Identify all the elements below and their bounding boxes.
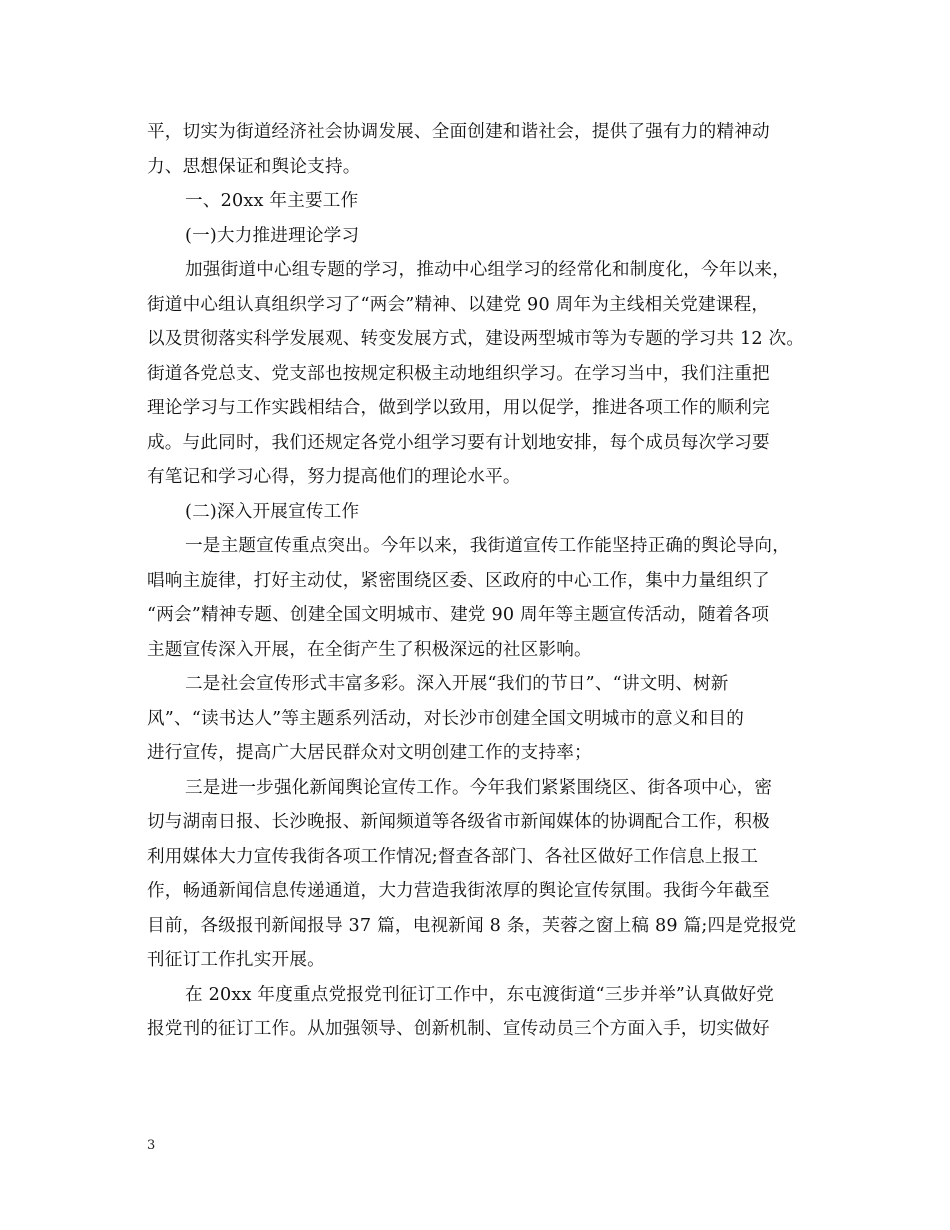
text-line: “两会”精神专题、创建全国文明城市、建党 90 周年等主题宣传活动，随着各项 — [147, 605, 770, 625]
text-line: 进行宣传，提高广大居民群众对文明创建工作的支持率； — [147, 743, 592, 763]
text-line: 主题宣传深入开展，在全街产生了积极深远的社区影响。 — [147, 639, 592, 660]
text-line: 平，切实为街道经济社会协调发展、全面创建和谐社会，提供了强有力的精神动 — [147, 122, 770, 142]
text-line: 刊征订工作扎实开展。 — [147, 950, 325, 970]
text-line: 作，畅通新闻信息传递通道，大力营造我街浓厚的舆论宣传氛围。我街今年截至 — [147, 881, 770, 901]
text-line: 利用媒体大力宣传我街各项工作情况;督查各部门、各社区做好工作信息上报工 — [147, 846, 759, 867]
text-line: 切与湖南日报、长沙晚报、新闻频道等各级省市新闻媒体的协调配合工作，积极 — [147, 812, 770, 832]
document-body — [147, 115, 807, 1047]
text-line: 报党刊的征订工作。从加强领导、创新机制、宣传动员三个方面入手，切实做好 — [147, 1019, 770, 1039]
text-line: 唱响主旋律，打好主动仗，紧密围绕区委、区政府的中心工作，集中力量组织了 — [147, 570, 770, 591]
text-line: 三是进一步强化新闻舆论宣传工作。今年我们紧紧围绕区、街各项中心，密 — [185, 777, 773, 798]
text-line: 街道中心组认真组织学习了“两会”精神、以建党 90 周年为主线相关党建课程， — [147, 294, 770, 315]
text-line: 二是社会宣传形式丰富多彩。深入开展“我们的节日”、“讲文明、树新 — [185, 674, 729, 694]
text-line: 理论学习与工作实践相结合，做到学以致用，用以促学，推进各项工作的顺利完 — [147, 398, 770, 418]
text-line: (二)深入开展宣传工作 — [185, 501, 360, 522]
text-line: 一、20xx 年主要工作 — [185, 191, 359, 211]
text-line: 目前，各级报刊新闻报导 37 篇，电视新闻 8 条，芙蓉之窗上稿 89 篇;四是党报党 — [147, 915, 797, 936]
text-line: 一是主题宣传重点突出。今年以来，我街道宣传工作能坚持正确的舆论导向， — [185, 536, 790, 556]
text-line: 在 20xx 年度重点党报党刊征订工作中，东屯渡街道“三步并举”认真做好党 — [185, 984, 775, 1005]
text-line: 力、思想保证和舆论支持。 — [147, 156, 361, 177]
text-line: 风”、“读书达人”等主题系列活动，对长沙市创建全国文明城市的意义和目的 — [147, 708, 744, 729]
text-line: (一)大力推进理论学习 — [185, 225, 360, 246]
text-line: 以及贯彻落实科学发展观、转变发展方式，建设两型城市等为专题的学习共 12 次。 — [147, 329, 805, 349]
text-line: 街道各党总支、党支部也按规定积极主动地组织学习。在学习当中，我们注重把 — [147, 363, 770, 384]
text-line: 有笔记和学习心得，努力提高他们的理论水平。 — [147, 467, 521, 487]
text-line: 成。与此同时，我们还规定各党小组学习要有计划地安排，每个成员每次学习要 — [147, 432, 770, 453]
page-number: 3 — [147, 1138, 156, 1153]
text-line: 加强街道中心组专题的学习，推动中心组学习的经常化和制度化，今年以来， — [185, 260, 790, 280]
